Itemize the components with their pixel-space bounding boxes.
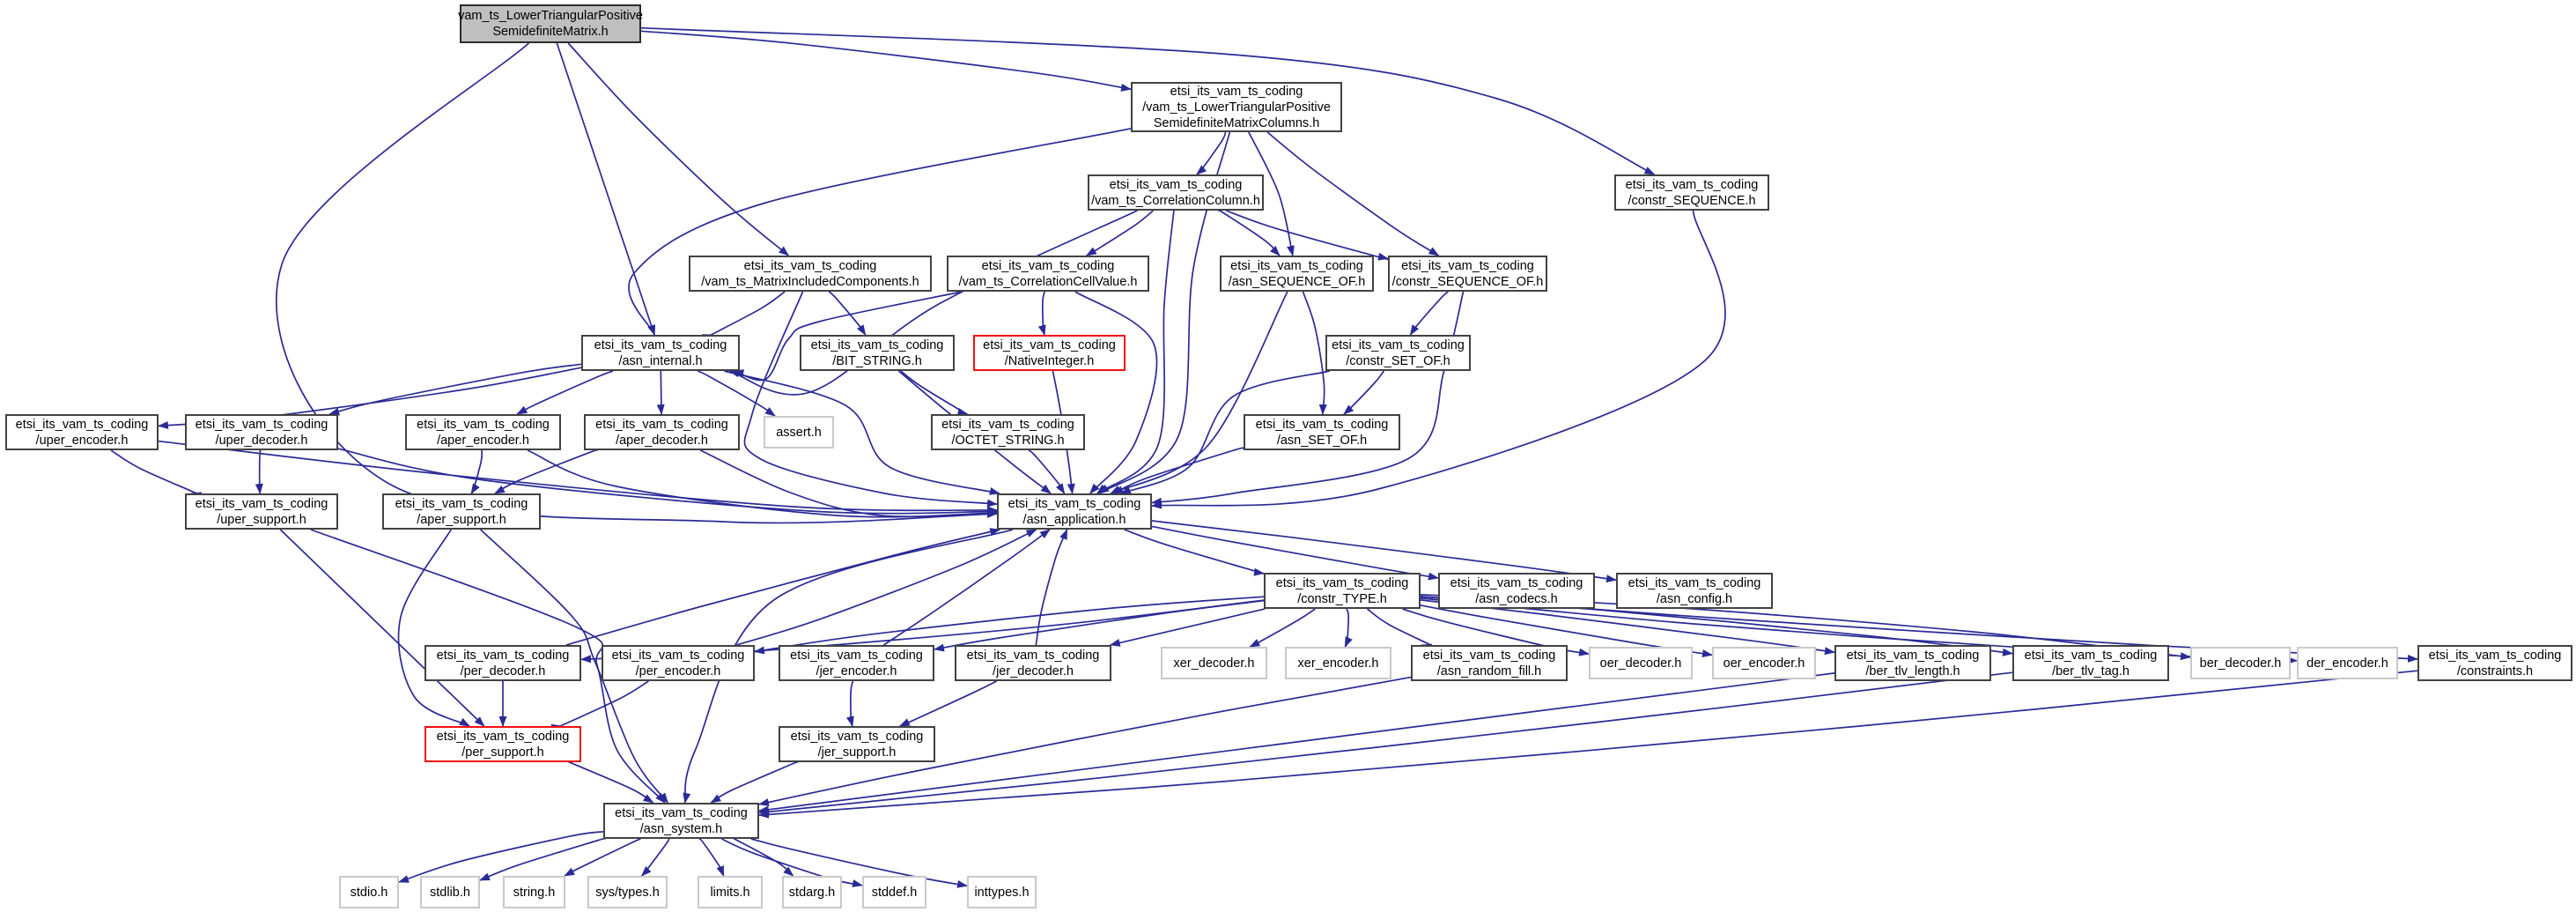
graph-node-label: etsi_its_vam_ts_coding (436, 729, 570, 744)
include-edge-columns-to-corr-column (1197, 132, 1226, 174)
graph-node-label: /asn_internal.h (618, 353, 703, 368)
graph-node-label: etsi_its_vam_ts_coding (1275, 575, 1409, 590)
graph-node-label: /asn_system.h (639, 821, 723, 836)
include-edge-asn-application-to-constr-type (1125, 530, 1269, 575)
graph-node-label: /vam_ts_MatrixIncludedComponents.h (701, 274, 919, 289)
graph-node-label: etsi_its_vam_ts_coding (611, 648, 745, 663)
include-edge-corr-column-to-cell-value (1085, 211, 1153, 256)
graph-node-label: etsi_its_vam_ts_coding (595, 417, 728, 432)
graph-node-label: etsi_its_vam_ts_coding (790, 648, 923, 663)
graph-node-jer-encoder[interactable] (779, 645, 934, 681)
graph-node-constr-seq-of[interactable] (1388, 256, 1547, 292)
graph-node-inttypes[interactable] (967, 876, 1037, 908)
include-edge-asn-application-to-asn-codecs (1152, 526, 1438, 578)
graph-node-label: etsi_its_vam_ts_coding (15, 417, 149, 432)
graph-node-oer-encoder[interactable] (1712, 647, 1816, 679)
include-edge-asn-system-to-limits (699, 839, 723, 876)
graph-node-label: etsi_its_vam_ts_coding (195, 417, 328, 432)
graph-node-label: /jer_support.h (817, 745, 897, 760)
include-edge-asn-system-to-sys-types (642, 839, 669, 876)
graph-node-label: /asn_codecs.h (1475, 591, 1558, 606)
graph-node-corr-column[interactable] (1088, 174, 1264, 211)
graph-node-label: SemidefiniteMatrix.h (492, 25, 609, 39)
graph-node-label: etsi_its_vam_ts_coding (1625, 177, 1759, 192)
include-edge-constr-set-of-to-asn-set-of (1344, 371, 1384, 414)
graph-node-label: stddef.h (871, 885, 918, 900)
include-edge-constr-type-to-jer-decoder (1111, 609, 1266, 645)
graph-node-label: /asn_application.h (1022, 512, 1126, 527)
graph-node-label: etsi_its_vam_ts_coding (1008, 496, 1141, 511)
graph-node-limits[interactable] (698, 876, 763, 908)
graph-node-ber-decoder[interactable] (2190, 647, 2291, 679)
graph-node-uper-encoder[interactable] (5, 414, 159, 450)
include-edge-uper-support-to-per-support (280, 530, 483, 726)
graph-node-label: etsi_its_vam_ts_coding (195, 496, 328, 511)
graph-node-label: limits.h (710, 885, 750, 900)
graph-node-jer-support[interactable] (779, 726, 935, 762)
include-edge-asn-system-to-stdlib (480, 838, 607, 880)
graph-node-label: /vam_ts_LowerTriangularPositive (1142, 100, 1331, 115)
include-edge-cell-value-to-native-integer (1043, 292, 1044, 335)
graph-node-label: /aper_encoder.h (437, 433, 529, 448)
graph-node-label: /OCTET_STRING.h (951, 433, 1065, 448)
include-edge-constr-type-to-per-encoder (755, 597, 1264, 651)
include-edge-asn-seq-of-to-asn-application (1111, 292, 1288, 493)
graph-node-label: assert.h (776, 425, 822, 440)
include-edge-asn-internal-to-assert (698, 371, 775, 416)
graph-node-per-decoder[interactable] (424, 645, 581, 681)
graph-node-constr-set-of[interactable] (1325, 335, 1471, 371)
graph-node-label: etsi_its_vam_ts_coding (2024, 648, 2158, 663)
include-edge-per-encoder-to-asn-application (736, 530, 1036, 645)
graph-node-label: etsi_its_vam_ts_coding (436, 648, 570, 663)
graph-node-label: etsi_its_vam_ts_coding (1450, 575, 1583, 590)
graph-node-label: /constraints.h (2456, 664, 2534, 678)
graph-node-columns[interactable] (1131, 82, 1342, 132)
graph-node-constr-type[interactable] (1264, 573, 1421, 609)
graph-node-label: etsi_its_vam_ts_coding (2428, 648, 2562, 663)
include-edge-jer-decoder-to-jer-support (900, 681, 997, 726)
graph-node-matrix-incl[interactable] (689, 256, 932, 292)
graph-node-label: etsi_its_vam_ts_coding (615, 805, 748, 820)
graph-node-label: ber_decoder.h (2199, 656, 2282, 671)
graph-node-label: SemidefiniteMatrixColumns.h (1153, 115, 1320, 130)
graph-node-label: /NativeInteger.h (1004, 353, 1095, 368)
graph-node-label: oer_encoder.h (1723, 656, 1805, 671)
graph-node-label: etsi_its_vam_ts_coding (983, 337, 1116, 352)
include-edge-corr-column-to-constr-seq-of (1226, 211, 1389, 259)
graph-node-label: /per_decoder.h (460, 664, 546, 678)
graph-node-label: der_encoder.h (2307, 656, 2388, 671)
graph-node-label: etsi_its_vam_ts_coding (1230, 258, 1363, 273)
include-edge-asn-internal-to-uper-decoder (329, 364, 581, 414)
graph-node-cell-value[interactable] (947, 256, 1149, 292)
include-edge-octet-string-to-asn-application (1029, 450, 1064, 493)
graph-node-label: /constr_SEQUENCE_OF.h (1391, 274, 1544, 289)
graph-node-constraints[interactable] (2417, 645, 2572, 681)
include-edge-matrix-incl-to-asn-internal (706, 292, 785, 337)
include-edge-root-to-matrix-incl (568, 43, 788, 256)
graph-node-label: /ber_tlv_length.h (1865, 664, 1960, 678)
graph-node-label: etsi_its_vam_ts_coding (1109, 177, 1243, 192)
include-edge-constr-seq-of-to-asn-application (1152, 292, 1464, 503)
include-edge-jer-encoder-to-jer-support (851, 681, 853, 726)
graph-node-label: /jer_decoder.h (993, 664, 1074, 678)
graph-node-label: etsi_its_vam_ts_coding (941, 417, 1074, 432)
include-edge-matrix-incl-to-bit-string (829, 292, 865, 335)
include-edge-columns-to-constr-seq-of (1267, 132, 1438, 256)
graph-node-label: /asn_SET_OF.h (1276, 433, 1368, 448)
include-edge-asn-application-to-asn-config (1152, 521, 1616, 580)
include-edge-root-to-asn-internal (557, 43, 654, 335)
graph-node-label: stdarg.h (788, 885, 836, 900)
graph-node-label: stdlib.h (430, 885, 470, 900)
graph-node-label: sys/types.h (595, 885, 660, 900)
include-edge-uper-decoder-to-uper-support (260, 450, 261, 493)
graph-node-label: etsi_its_vam_ts_coding (790, 729, 924, 744)
graph-node-stdlib[interactable] (420, 876, 480, 908)
graph-node-label: /constr_SET_OF.h (1346, 353, 1450, 368)
graph-node-asn-codecs[interactable] (1438, 573, 1595, 609)
graph-node-label: etsi_its_vam_ts_coding (1846, 648, 1980, 663)
graph-node-asn-application[interactable] (997, 493, 1152, 530)
include-edge-bit-string-to-octet-string (901, 371, 970, 416)
graph-node-label: /per_support.h (461, 745, 544, 760)
graph-node-stdarg[interactable] (782, 876, 842, 908)
graph-node-label: etsi_its_vam_ts_coding (1422, 648, 1556, 663)
graph-node-sys-types[interactable] (587, 876, 668, 908)
graph-node-label: etsi_its_vam_ts_coding (1170, 84, 1303, 99)
graph-node-uper-decoder[interactable] (185, 414, 338, 450)
graph-node-label: /uper_decoder.h (215, 433, 308, 448)
graph-node-der-encoder[interactable] (2297, 647, 2398, 679)
graph-node-label: etsi_its_vam_ts_coding (417, 417, 550, 432)
graph-node-root[interactable] (460, 4, 641, 43)
graph-node-label: /uper_encoder.h (35, 433, 129, 448)
graph-node-label: /ber_tlv_tag.h (2052, 664, 2129, 678)
graph-node-label: etsi_its_vam_ts_coding (1255, 417, 1389, 432)
include-edge-matrix-incl-to-asn-application (744, 292, 997, 504)
include-edge-aper-encoder-to-aper-support (471, 450, 482, 493)
include-edge-uper-encoder-to-uper-support (111, 450, 206, 498)
graph-node-label: /asn_SEQUENCE_OF.h (1228, 274, 1366, 289)
include-edge-asn-system-to-string (565, 839, 640, 876)
graph-node-xer-decoder[interactable] (1161, 647, 1267, 679)
graph-node-label: xer_encoder.h (1297, 656, 1379, 671)
graph-node-label: /vam_ts_CorrelationColumn.h (1091, 193, 1260, 208)
graph-node-stdio[interactable] (339, 876, 399, 908)
include-edge-constr-type-to-jer-encoder (934, 601, 1264, 649)
graph-node-label: etsi_its_vam_ts_coding (981, 258, 1115, 273)
graph-node-label: /aper_support.h (417, 512, 506, 527)
include-edge-cell-value-to-asn-application (1075, 292, 1157, 493)
graph-node-asn-seq-of[interactable] (1220, 256, 1374, 292)
graph-node-label: etsi_its_vam_ts_coding (1332, 337, 1465, 352)
graph-node-octet-string[interactable] (931, 414, 1085, 450)
graph-node-asn-config[interactable] (1616, 573, 1773, 609)
graph-node-label: xer_decoder.h (1173, 656, 1255, 671)
graph-node-aper-support[interactable] (382, 493, 541, 530)
include-edge-ber-tlv-tag-to-asn-system (759, 672, 2012, 812)
include-edge-constr-seq-of-to-constr-set-of (1411, 292, 1449, 335)
graph-node-native-integer[interactable] (973, 335, 1126, 371)
graph-node-label: /jer_encoder.h (816, 664, 897, 678)
graph-node-label: etsi_its_vam_ts_coding (966, 648, 1100, 663)
include-edge-corr-column-to-asn-seq-of (1218, 210, 1280, 256)
graph-node-per-support[interactable] (424, 726, 581, 762)
include-edge-constr-type-to-xer-decoder (1250, 609, 1316, 648)
include-edge-asn-system-to-stdio (399, 832, 603, 882)
graph-node-label: stdio.h (350, 885, 388, 900)
graph-node-aper-encoder[interactable] (405, 414, 561, 450)
graph-node-label: etsi_its_vam_ts_coding (395, 496, 528, 511)
include-edge-constr-type-to-xer-encoder (1345, 609, 1348, 647)
graph-node-jer-decoder[interactable] (955, 645, 1111, 681)
graph-node-label: /aper_decoder.h (616, 433, 708, 448)
graph-node-label: /constr_TYPE.h (1297, 591, 1387, 606)
include-edge-root-to-columns (641, 31, 1131, 89)
graph-node-label: /per_encoder.h (635, 664, 721, 678)
include-edge-constraints-to-asn-system (759, 671, 2417, 815)
graph-node-stddef[interactable] (862, 876, 926, 908)
graph-node-asn-internal[interactable] (581, 335, 740, 371)
graph-node-label: /BIT_STRING.h (832, 353, 922, 368)
graph-node-label: /uper_support.h (217, 512, 306, 527)
graph-node-label: vam_ts_LowerTriangularPositive (458, 9, 643, 23)
graph-node-label: inttypes.h (974, 885, 1030, 900)
include-edge-jer-support-to-asn-system (711, 761, 799, 803)
graph-node-constr-seq[interactable] (1614, 174, 1769, 211)
include-edge-aper-support-to-per-support (399, 530, 469, 726)
graph-node-label: oer_decoder.h (1599, 656, 1682, 671)
graph-node-aper-decoder[interactable] (584, 414, 740, 450)
graph-node-oer-decoder[interactable] (1589, 647, 1693, 679)
graph-node-asn-set-of[interactable] (1244, 414, 1400, 450)
include-edge-asn-seq-of-to-asn-set-of (1303, 292, 1325, 414)
graph-node-label: etsi_its_vam_ts_coding (1401, 258, 1534, 273)
graph-node-ber-tlv-tag[interactable] (2012, 645, 2169, 681)
graph-node-label: /constr_SEQUENCE.h (1628, 193, 1756, 208)
graph-node-string[interactable] (503, 876, 565, 908)
graph-node-bit-string[interactable] (800, 335, 955, 371)
graph-node-uper-support[interactable] (185, 493, 338, 530)
graph-node-label: etsi_its_vam_ts_coding (594, 337, 727, 352)
graph-node-label: etsi_its_vam_ts_coding (1628, 575, 1761, 590)
graph-node-label: /asn_config.h (1656, 591, 1733, 606)
graph-node-label: string.h (513, 885, 556, 900)
graph-node-label: /asn_random_fill.h (1436, 664, 1542, 678)
include-edge-columns-to-asn-internal (629, 129, 1131, 335)
graph-node-label: etsi_its_vam_ts_coding (743, 258, 877, 273)
graph-node-per-encoder[interactable] (602, 645, 755, 681)
graph-node-asn-random-fill[interactable] (1411, 645, 1568, 681)
graph-node-label: /vam_ts_CorrelationCellValue.h (958, 274, 1138, 289)
graph-node-label: etsi_its_vam_ts_coding (810, 337, 944, 352)
graph-node-ber-tlv-length[interactable] (1834, 645, 1991, 681)
graph-node-assert[interactable] (764, 416, 834, 449)
graph-node-xer-encoder[interactable] (1285, 647, 1391, 679)
graph-node-asn-system[interactable] (603, 803, 759, 839)
